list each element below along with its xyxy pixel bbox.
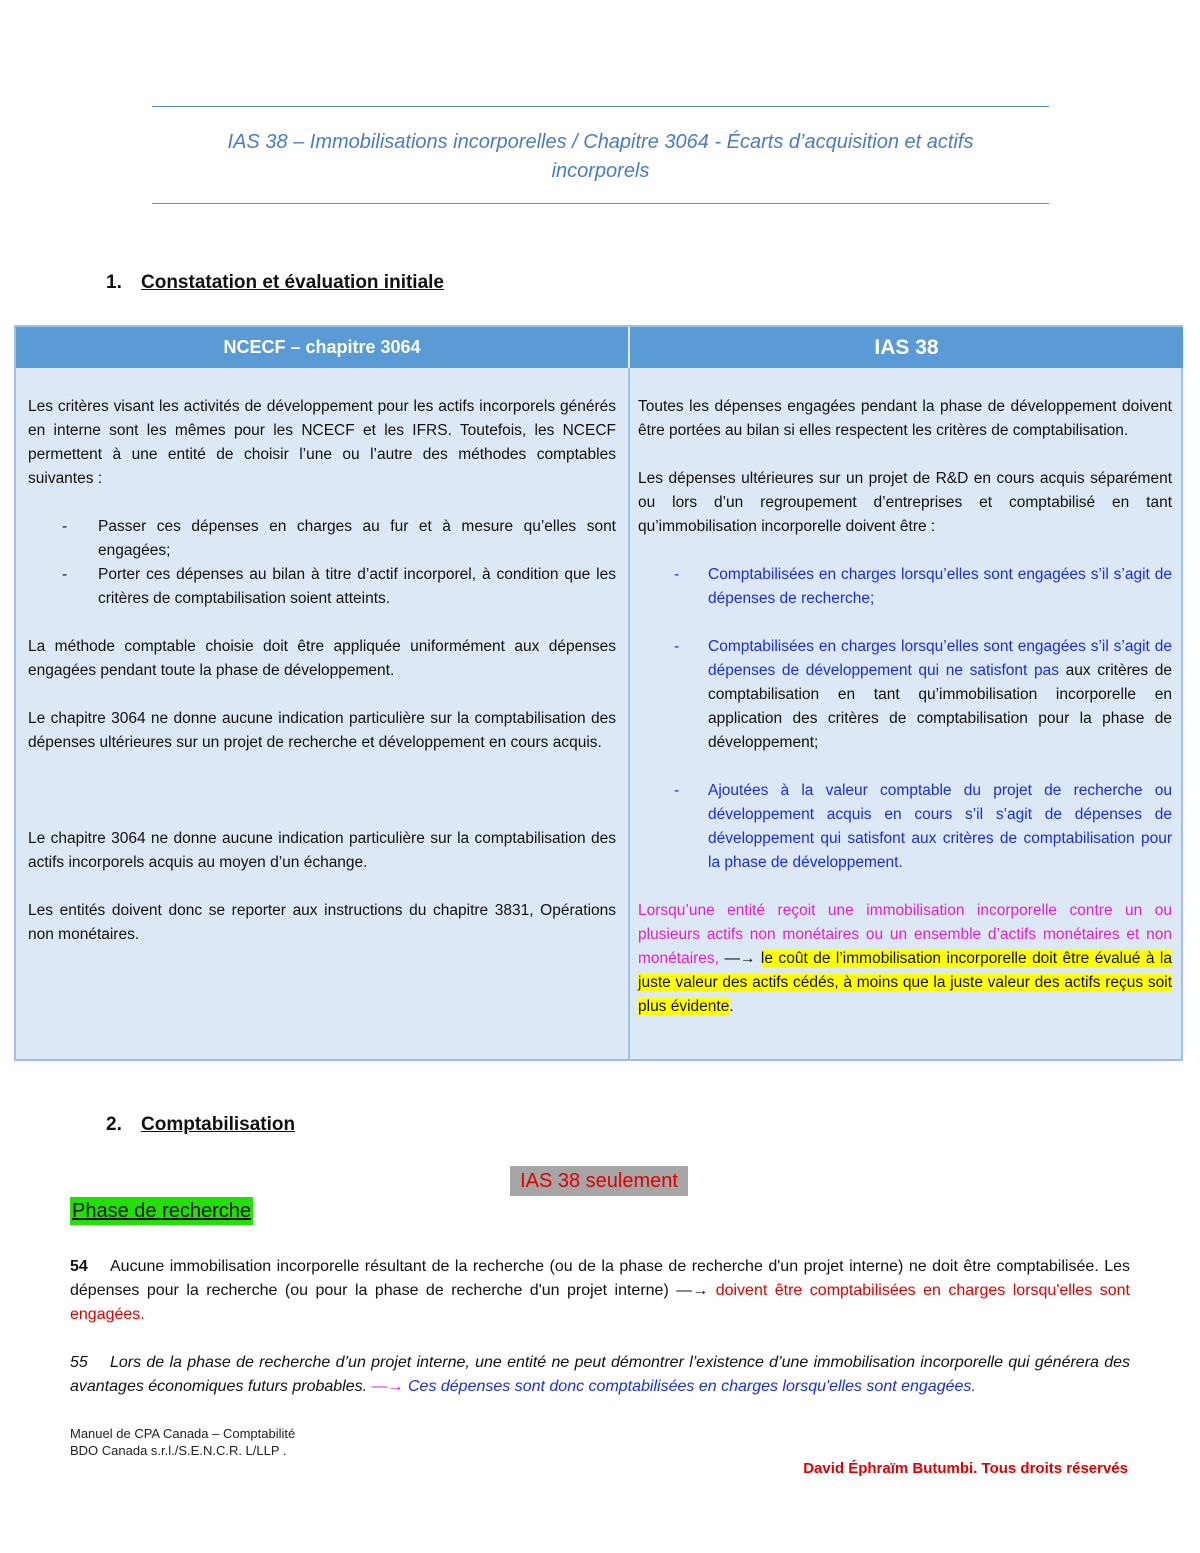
ias38-column	[638, 395, 1172, 1043]
paragraph-number: 55	[70, 1354, 88, 1371]
ias-only-badge: IAS 38 seulement	[510, 1166, 688, 1196]
comparison-table	[14, 325, 1183, 1061]
table-header-ias38: IAS 38	[630, 327, 1183, 368]
ncecf-paragraph: Les critères visant les activités de développement pour les actifs incorporels générés en interne sont les mêmes pour les NCECF et les IFRS. Toutefois, les NCECF permettent à une entité de choisir l’une ou l’autre des méthodes comptables suivantes :	[28, 398, 616, 487]
source-line1: Manuel de CPA Canada – Comptabilité	[70, 1426, 296, 1441]
list-item: - Comptabilisées en charges lorsqu’elles sont engagées s’il s’agit de dépenses de développement qui ne satisfont pas aux critères de comptabilisation en tant qu’immobilisation incorporelle en application des critères de comptabilisation pour la phase de développement;	[674, 638, 1172, 751]
section-2-title: Comptabilisation	[141, 1114, 296, 1135]
section-2-heading	[106, 1114, 295, 1136]
copyright-notice: David Éphraïm Butumbi. Tous droits réservés	[803, 1460, 1128, 1477]
phase-label: Phase de recherche	[70, 1197, 253, 1225]
exchange-condition: Lorsqu’une entité reçoit une immobilisation incorporelle contre un ou plusieurs actifs non monétaires ou un ensemble d’actifs monétaires et non monétaires,	[638, 902, 1172, 967]
arrow: —→	[718, 950, 761, 967]
source-reference	[70, 1425, 295, 1459]
list-item-text: Ajoutées à la valeur comptable du projet de recherche ou développement acquis en cours s’il s’agit de dépenses de développement qui satisfont aux critères de comptabilisation pour la phase de développement.	[708, 782, 1172, 871]
paragraph-number: 54	[70, 1258, 88, 1275]
list-item-text: Comptabilisées en charges lorsqu’elles sont engagées s’il s’agit de dépenses de développement qui ne satisfont pas	[708, 638, 1172, 679]
list-item-text: Porter ces dépenses au bilan à titre d’actif incorporel, à condition que les critères de comptabilisation soient atteints.	[98, 566, 616, 607]
paragraph-conclusion: doivent être comptabilisées en charges lorsqu'elles sont engagées.	[70, 1282, 1130, 1323]
header-top-rule	[152, 106, 1049, 107]
ncecf-paragraph: Le chapitre 3064 ne donne aucune indication particulière sur la comptabilisation des actifs incorporels acquis au moyen d’un échange.	[28, 830, 616, 871]
ncecf-method-list	[28, 515, 616, 611]
list-item: - Passer ces dépenses en charges au fur et à mesure qu’elles sont engagées;	[62, 518, 616, 559]
list-item: - Porter ces dépenses au bilan à titre d’actif incorporel, à condition que les critères de comptabilisation soient atteints.	[62, 566, 616, 607]
list-item: - Ajoutées à la valeur comptable du projet de recherche ou développement acquis en cours s’il s’agit de dépenses de développement qui satisfont aux critères de comptabilisation pour la phase de développement.	[674, 782, 1172, 871]
section-1-number: 1.	[106, 272, 122, 293]
list-item-text: Passer ces dépenses en charges au fur et à mesure qu’elles sont engagées;	[98, 518, 616, 559]
highlighted-rule: le coût de l’immobilisation incorporelle doit être évalué à la juste valeur des actifs cédés, à moins que la juste valeur des actifs reçus soit plus évidente	[638, 950, 1172, 1015]
list-item-text: Comptabilisées en charges lorsqu’elles sont engagées s’il s’agit de dépenses de recherche;	[708, 566, 1172, 607]
paragraph-text: Lors de la phase de recherche d’un projet interne, une entité ne peut démontrer l’existence d’une immobilisation incorporelle qui générera des avantages économiques futurs probables.	[70, 1354, 1130, 1395]
paragraph-conclusion: Ces dépenses sont donc comptabilisées en charges lorsqu'elles sont engagées.	[407, 1378, 976, 1395]
ias38-list	[638, 563, 1172, 875]
header-bottom-rule	[152, 203, 1049, 204]
document-title-line1: IAS 38 – Immobilisations incorporelles / Chapitre 3064 - Écarts d’acquisition et actifs	[227, 131, 974, 153]
list-item: - Comptabilisées en charges lorsqu’elles sont engagées s’il s’agit de dépenses de recherche;	[674, 566, 1172, 607]
list-item-text: aux critères de comptabilisation en tant qu’immobilisation incorporelle en application des critères de comptabilisation pour la phase de développement;	[708, 662, 1172, 751]
ncecf-paragraph: La méthode comptable choisie doit être appliquée uniformément aux dépenses engagées pendant toute la phase de développement.	[28, 638, 616, 679]
ncecf-column	[28, 395, 616, 971]
paragraph-text: Aucune immobilisation incorporelle résultant de la recherche (ou de la phase de recherche d'un projet interne) ne doit être comptabilisée. Les dépenses pour la recherche (ou pour la phase de recherche d'un projet interne) —→	[70, 1258, 1130, 1299]
period: .	[729, 998, 734, 1015]
document-title-line2: incorporels	[551, 160, 650, 182]
arrow: —→	[371, 1378, 404, 1395]
paragraph-55	[70, 1351, 1130, 1399]
ias38-exchange-paragraph	[638, 899, 1172, 1019]
ias38-paragraph: Toutes les dépenses engagées pendant la phase de développement doivent être portées au bilan si elles respectent les critères de comptabilisation.	[638, 398, 1172, 439]
section-1-title: Constatation et évaluation initiale	[141, 272, 444, 293]
ncecf-paragraph: Les entités doivent donc se reporter aux instructions du chapitre 3831, Opérations non monétaires.	[28, 902, 616, 943]
ncecf-paragraph: Le chapitre 3064 ne donne aucune indication particulière sur la comptabilisation des dépenses ultérieures sur un projet de recherche et développement en cours acquis.	[28, 710, 616, 751]
paragraph-54	[70, 1255, 1130, 1327]
column-divider	[628, 368, 630, 1059]
source-line2: BDO Canada s.r.l./S.E.N.C.R. L/LLP .	[70, 1443, 287, 1458]
section-2-number: 2.	[106, 1114, 122, 1135]
ias38-paragraph: Les dépenses ultérieures sur un projet de R&D en cours acquis séparément ou lors d’un regroupement d’entreprises et comptabilisé en tant qu’immobilisation incorporelle doivent être :	[638, 470, 1172, 535]
table-header-ncecf: NCECF – chapitre 3064	[16, 327, 628, 368]
document-title	[152, 128, 1049, 186]
section-1-heading	[106, 272, 444, 294]
